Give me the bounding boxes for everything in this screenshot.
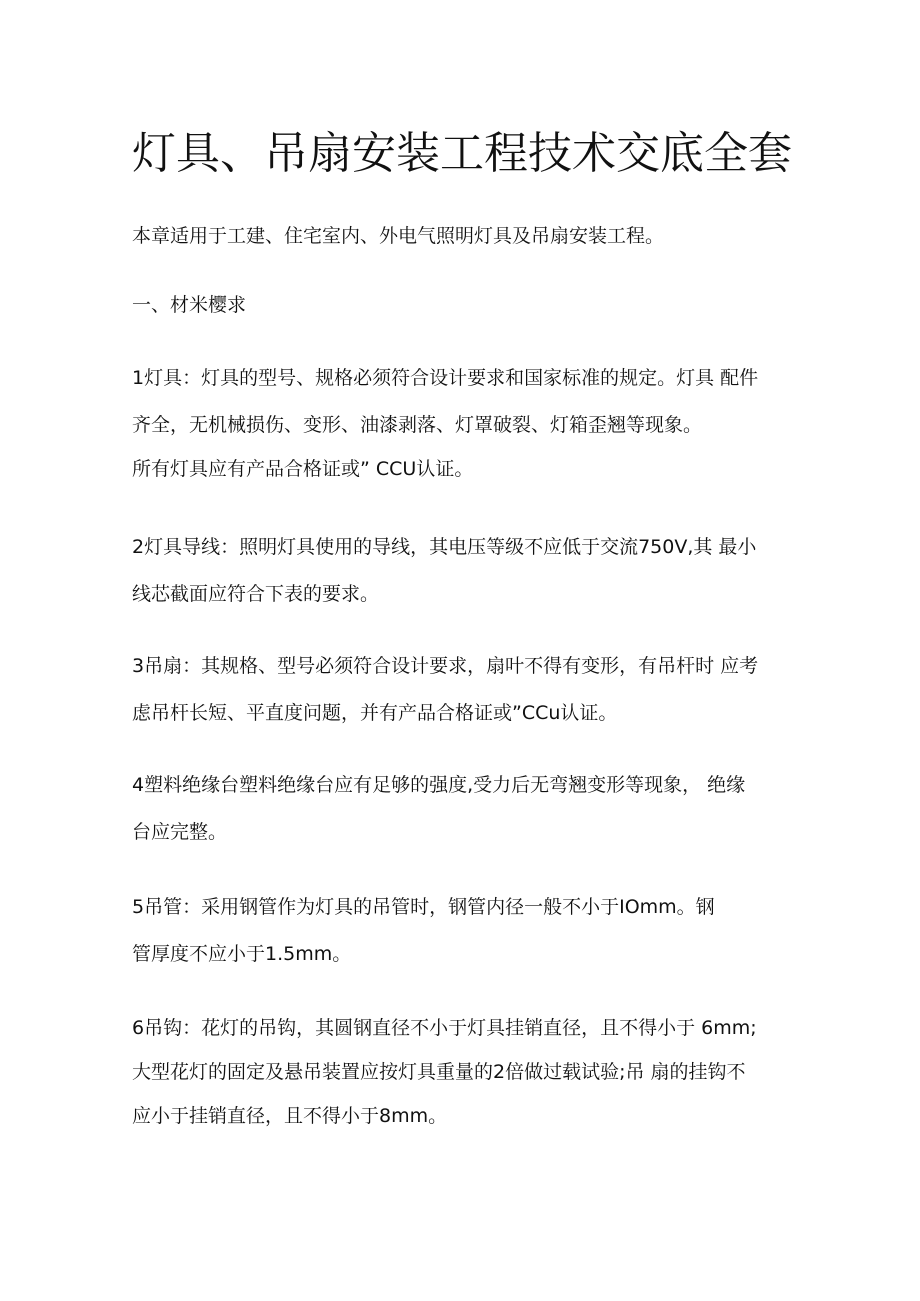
item-4-paragraph bbox=[132, 773, 804, 844]
section-heading: 一、材米樱求 bbox=[132, 294, 247, 316]
item-4-line-2: 台应完整。 bbox=[132, 821, 228, 843]
item-3-paragraph bbox=[132, 654, 804, 725]
item-3-line-2: 虑吊杆长短、平直度问题，并有产品合格证或”CCu认证。 bbox=[132, 702, 618, 724]
item-2-line-2: 线芯截面应符合下表的要求。 bbox=[132, 583, 380, 605]
item-1-line-1: 1灯具：灯具的型号、规格必须符合设计要求和国家标准的规定。灯具 配件 bbox=[132, 367, 759, 389]
item-2-paragraph bbox=[132, 535, 804, 606]
item-6-line-3: 应小于挂销直径，且不得小于8mm。 bbox=[132, 1105, 448, 1127]
item-4-line-1: 4塑料绝缘台塑料绝缘台应有足够的强度,受力后无弯翘变形等现象， 绝缘 bbox=[132, 774, 746, 796]
item-5-paragraph bbox=[132, 895, 804, 966]
item-5-line-1: 5吊管：采用钢管作为灯具的吊管时，钢管内径一般不小于IOmm。钢 bbox=[132, 896, 715, 918]
item-1-paragraph bbox=[132, 366, 804, 481]
item-3-line-1: 3吊扇：其规格、型号必须符合设计要求，扇叶不得有变形，有吊杆时 应考 bbox=[132, 655, 759, 677]
item-2-line-1: 2灯具导线：照明灯具使用的导线，其电压等级不应低于交流750V,其 最小 bbox=[132, 536, 757, 558]
intro-paragraph: 本章适用于工建、住宅室内、外电气照明灯具及吊扇安装工程。 bbox=[132, 225, 665, 247]
item-6-paragraph bbox=[132, 1016, 804, 1128]
item-1-line-3: 所有灯具应有产品合格证或” CCU认证。 bbox=[132, 458, 474, 480]
item-1-line-2: 齐全，无机械损伤、变形、油漆剥落、灯罩破裂、灯箱歪翘等现象。 bbox=[132, 414, 703, 436]
item-5-line-2: 管厚度不应小于1.5mm。 bbox=[132, 943, 352, 965]
item-6-line-2: 大型花灯的固定及悬吊装置应按灯具重量的2倍做过载试验;吊 扇的挂钩不 bbox=[132, 1061, 746, 1083]
item-6-line-1: 6吊钩：花灯的吊钩，其圆钢直径不小于灯具挂销直径，且不得小于 6mm; bbox=[132, 1017, 757, 1039]
document-title: 灯具、吊扇安装工程技术交底全套 bbox=[132, 128, 792, 179]
